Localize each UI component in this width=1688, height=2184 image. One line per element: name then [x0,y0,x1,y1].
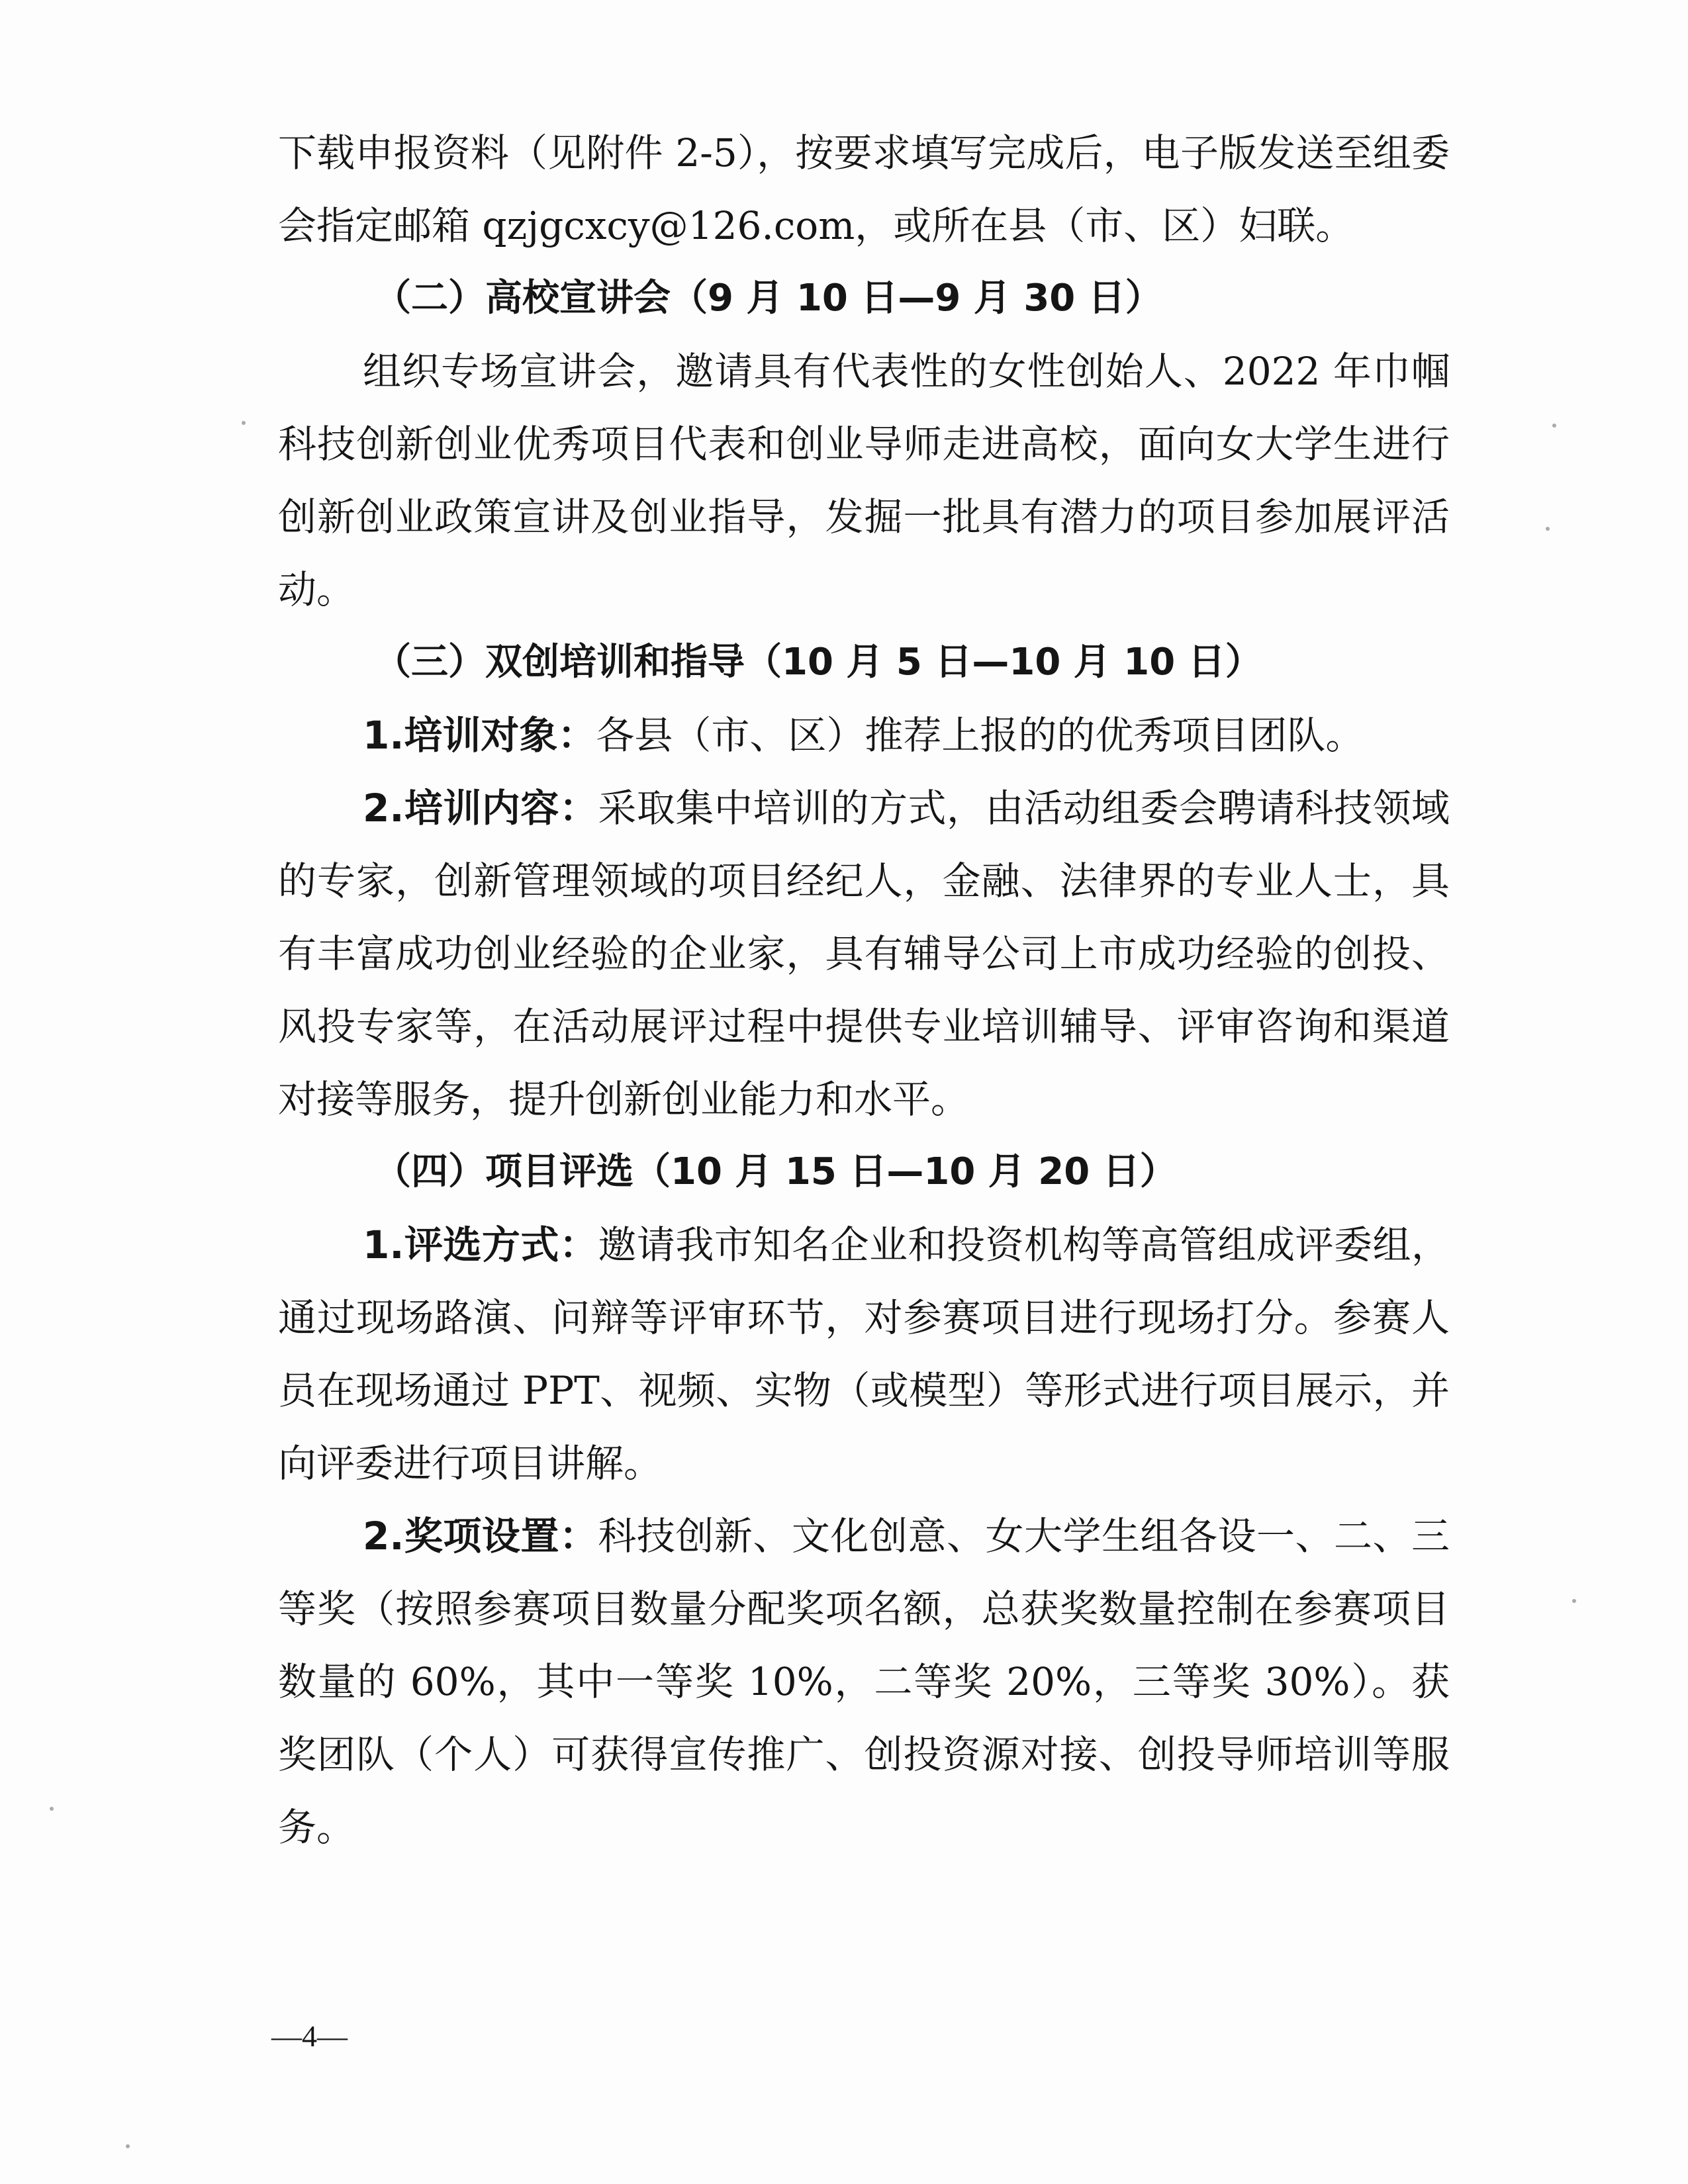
paragraph-campus-presentation: 组织专场宣讲会，邀请具有代表性的女性创始人、2022 年巾帼科技创新创业优秀项目代表和创业导师走进高校，面向女大学生进行创新创业政策宣讲及创业指导，发掘一批具有潜力的项目参加展评活动。 [278,349,1450,612]
text-selection-method: 邀请我市知名企业和投资机构等高管组成评委组，通过现场路演、问辩等评审环节，对参赛项目进行现场打分。参赛人员在现场通过 PPT、视频、实物（或模型）等形式进行项目展示，并向评委进行项目讲解。 [278,1222,1450,1486]
heading-campus-presentation: （二）高校宣讲会（9 月 10 日—9 月 30 日） [374,277,1162,320]
heading-training: （三）双创培训和指导（10 月 5 日—10 月 10 日） [374,641,1262,684]
paragraph-award-settings [278,1500,1450,1864]
label-training-content: 2.培训内容： [363,786,598,831]
scan-speck [1552,424,1556,428]
page-number: —4— [271,2019,348,2053]
document-body [278,116,1450,1864]
heading-project-selection: （四）项目评选（10 月 15 日—10 月 20 日） [374,1150,1177,1193]
text-training-target: 各县（市、区）推荐上报的的优秀项目团队。 [596,713,1364,758]
paragraph-training-content [278,772,1450,1136]
label-award-settings: 2.奖项设置： [363,1514,598,1559]
scan-speck [126,2144,130,2148]
text-award-settings: 科技创新、文化创意、女大学生组各设一、二、三等奖（按照参赛项目数量分配奖项名额，总获奖数量控制在参赛项目数量的 60%，其中一等奖 10%，二等奖 20%，三等奖 30%）。获奖团队（个人）可获得宣传推广、创投资源对接、创投导师培训等服务。 [278,1514,1450,1850]
paragraph-selection-method [278,1208,1450,1500]
scan-speck [50,1807,54,1811]
scan-speck [1572,1599,1576,1603]
label-selection-method: 1.评选方式： [363,1222,598,1267]
scan-speck [242,421,246,425]
paragraph-submission: 下载申报资料（见附件 2-5），按要求填写完成后，电子版发送至组委会指定邮箱 qzjgcxcy@126.com，或所在县（市、区）妇联。 [278,130,1450,248]
text-training-content: 采取集中培训的方式，由活动组委会聘请科技领域的专家，创新管理领域的项目经纪人，金融、法律界的专业人士，具有丰富成功创业经验的企业家，具有辅导公司上市成功经验的创投、风投专家等，在活动展评过程中提供专业培训辅导、评审咨询和渠道对接等服务，提升创新创业能力和水平。 [278,786,1450,1122]
label-training-target: 1.培训对象： [363,713,596,758]
scan-speck [1546,527,1550,531]
paragraph-training-target [278,699,1450,772]
